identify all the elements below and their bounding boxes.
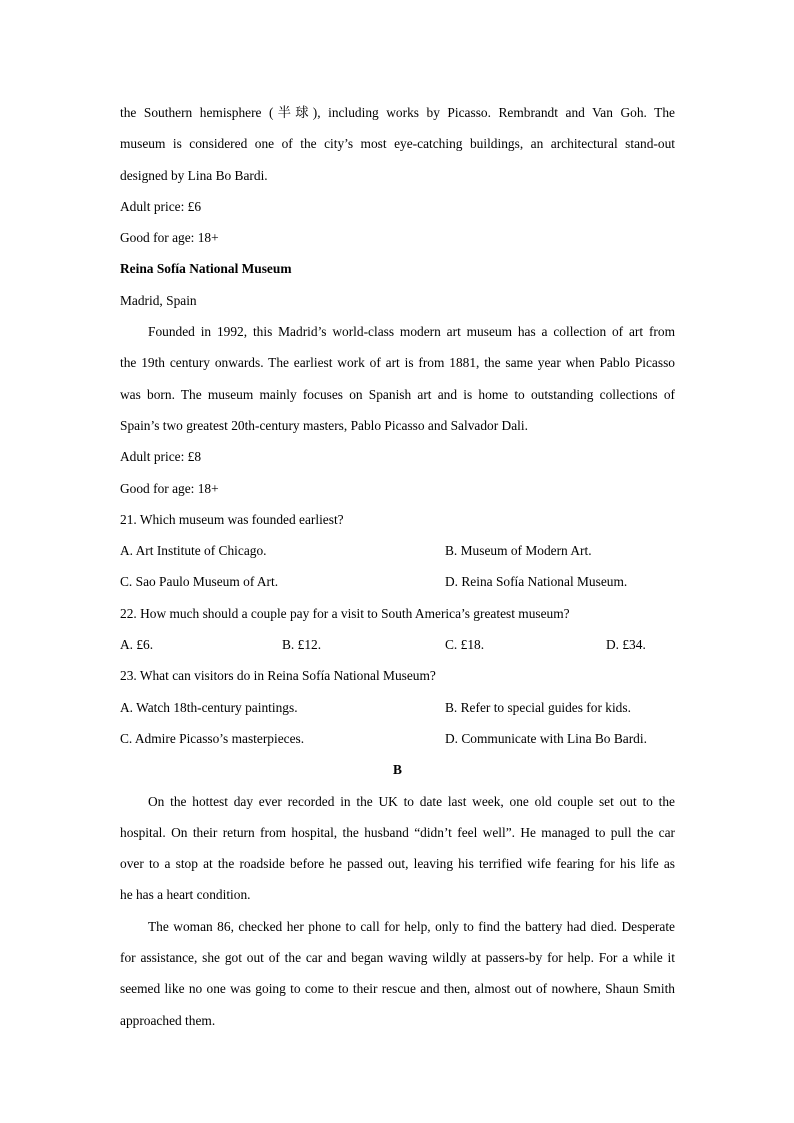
reina-sofia-title: Reina Sofía National Museum [120,261,292,277]
option-d: D. Communicate with Lina Bo Bardi. [445,730,647,746]
text-line: seemed like no one was going to come to their rescue and then, almost out of nowhere, Shaun Smith [120,981,675,997]
question-21 [120,504,675,598]
text-line: hospital. On their return from hospital, the husband “didn’t feel well”. He managed to pull the car [120,824,675,840]
text-line: museum is considered one of the city’s most eye-catching buildings, an architectural stand-out [120,136,675,152]
question-22 [120,598,675,661]
text-line: The woman 86, checked her phone to call for help, only to find the battery had died. Desperate [148,918,675,934]
text-line: designed by Lina Bo Bardi. [120,167,268,183]
section-b-paragraph-2 [120,911,675,1036]
question-23 [120,660,675,754]
sao-paulo-age: Good for age: 18+ [120,230,219,246]
option-c: C. £18. [445,637,485,653]
section-b-paragraph-1 [120,786,675,911]
text-line: approached them. [120,1012,216,1028]
text-line: he has a heart condition. [120,887,251,903]
option-c: C. Admire Picasso’s masterpieces. [120,730,305,746]
option-a: A. Watch 18th-century paintings. [120,699,298,715]
section-b-heading: B [393,762,402,778]
options-row [120,566,675,597]
text-line: the Southern hemisphere (半球), including works by Picasso. Rembrandt and Van Goh. The [120,105,675,120]
options-row [120,692,675,723]
option-b: B. Refer to special guides for kids. [445,699,631,715]
text-line: for assistance, she got out of the car and began waving wildly at passers-by for help. For a while it [120,950,675,966]
options-row [120,723,675,754]
text-line: Spain’s two greatest 20th-century masters, Pablo Picasso and Salvador Dali. [120,417,528,433]
option-c: C. Sao Paulo Museum of Art. [120,574,279,590]
sao-paulo-paragraph [120,97,675,191]
question-stem: 23. What can visitors do in Reina Sofía National Museum? [120,668,436,684]
reina-sofia-location: Madrid, Spain [120,292,197,308]
option-d: D. Reina Sofía National Museum. [445,574,628,590]
option-b: B. Museum of Modern Art. [445,543,592,559]
reina-sofia-paragraph [120,316,675,441]
option-a: A. £6. [120,637,154,653]
page-content [120,97,675,1036]
reina-sofia-price: Adult price: £8 [120,449,202,465]
text-line: Founded in 1992, this Madrid’s world-class modern art museum has a collection of art from [148,324,675,340]
option-b: B. £12. [282,637,322,653]
options-row [120,629,675,660]
text-line: On the hottest day ever recorded in the UK to date last week, one old couple set out to the [148,793,675,809]
option-d: D. £34. [606,637,646,653]
reina-sofia-age: Good for age: 18+ [120,480,219,496]
text-line: the 19th century onwards. The earliest work of art is from 1881, the same year when Pablo Picasso [120,355,675,371]
text-line: over to a stop at the roadside before he passed out, leaving his terrified wife fearing for his life as [120,856,675,872]
text-line: was born. The museum mainly focuses on Spanish art and is home to outstanding collections of [120,386,675,402]
question-stem: 22. How much should a couple pay for a visit to South America’s greatest museum? [120,605,570,621]
options-row [120,535,675,566]
question-stem: 21. Which museum was founded earliest? [120,511,344,527]
sao-paulo-price: Adult price: £6 [120,198,202,214]
option-a: A. Art Institute of Chicago. [120,543,267,559]
